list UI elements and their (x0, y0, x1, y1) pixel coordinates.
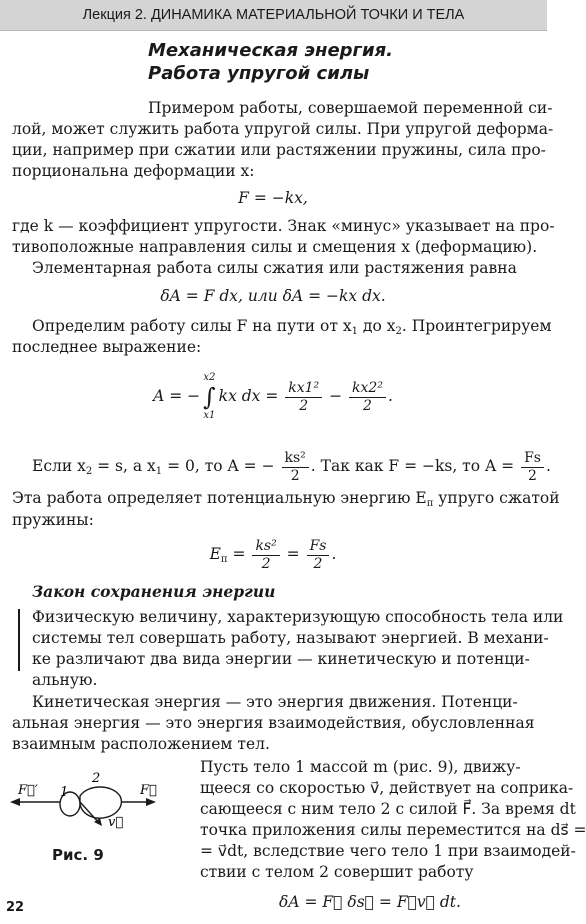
definition-line: ке различают два вида энергии — кинетическую и потенци- (32, 650, 530, 668)
label-force-right: F⃗ (140, 783, 157, 798)
paragraph-line: лой, может служить работа упругой силы. При упругой деформа- (12, 120, 554, 138)
paragraph-line: Пусть тело 1 массой m (рис. 9), движу- (200, 758, 521, 776)
paragraph-line: щееся со скоростью v⃗, действует на соприка- (200, 779, 574, 797)
definition-bar (18, 609, 20, 671)
paragraph-line: тивоположные направления силы и смещения x (деформацию). (12, 238, 538, 256)
formula-work: δA = F⃗ δs⃗ = F⃗v⃗ dt. (279, 893, 461, 911)
paragraph-line: ции, например при сжатии или растяжении пружины, сила про- (12, 141, 546, 159)
formula-force: F = −kx, (238, 189, 308, 207)
paragraph-line: порциональна деформации x: (12, 162, 255, 180)
paragraph-line: Эта работа определяет потенциальную энергию $E_п$ упруго сжатой (12, 489, 560, 509)
paragraph-line: Если $x_2 = s$, а $x_1 = 0$, то A = − $\frac{\text{ks²}}{2}$ . Так как F = −ks, то A = $\frac{Fs}{2}$ . (32, 449, 551, 484)
label-velocity: v⃗ (108, 815, 124, 830)
section-title-line-2: Работа упругой силы (148, 63, 370, 84)
paragraph-line: ствии с телом 2 совершит работу (200, 863, 474, 881)
running-header: Лекция 2. ДИНАМИКА МАТЕРИАЛЬНОЙ ТОЧКИ И ТЕЛА (0, 0, 547, 31)
paragraph-line: взаимным расположением тел. (12, 735, 270, 753)
figure-9-diagram (4, 766, 184, 830)
paragraph-line: где k — коэффициент упругости. Знак «минус» указывает на про- (12, 217, 555, 235)
paragraph-line: = v⃗dt, вследствие чего тело 1 при взаимодей- (200, 842, 576, 860)
definition-line: Физическую величину, характеризующую способность тела или (32, 608, 564, 626)
paragraph-line: сающееся с ним тело 2 с силой F⃗. За время dt (200, 800, 576, 818)
paragraph-line: альная энергия — это энергия взаимодействия, обусловленная (12, 714, 535, 732)
label-force-left: F⃗′ (18, 783, 38, 798)
paragraph-line: Определим работу силы F на пути от $x_1$ до $x_2$. Проинтегрируем (32, 317, 552, 337)
formula-potential-energy: $E_п$ = $\frac{\text{ks²}}{2}$ = $\frac{Fs}{2}$ . (209, 537, 337, 572)
paragraph-line: последнее выражение: (12, 338, 202, 356)
figure-caption: Рис. 9 (52, 846, 104, 864)
definition-line: альную. (32, 671, 98, 689)
paragraph-line: пружины: (12, 511, 94, 529)
formula-integral: A = − x2 ∫ x1 kx dx = $\frac{\text{kx1²}}{2}$ − $\frac{\text{kx2²}}{2}$ . (153, 372, 393, 421)
paragraph-line: точка приложения силы переместится на ds⃗ = (200, 821, 586, 839)
paragraph-line: Кинетическая энергия — это энергия движения. Потенци- (32, 693, 518, 711)
subsection-title: Закон сохранения энергии (32, 582, 276, 601)
label-body-2: 2 (92, 771, 101, 786)
integral-sign: x2 ∫ x1 (203, 372, 216, 421)
definition-line: системы тел совершать работу, называют энергией. В механи- (32, 629, 549, 647)
page-number: 22 (6, 900, 25, 915)
label-body-1: 1 (60, 785, 69, 800)
section-title-line-1: Механическая энергия. (148, 40, 393, 61)
paragraph-line: Элементарная работа силы сжатия или растяжения равна (32, 259, 517, 277)
paragraph-line: Примером работы, совершаемой переменной си- (148, 99, 553, 117)
formula-elementary-work: δA = F dx, или δA = −kx dx. (160, 287, 386, 305)
